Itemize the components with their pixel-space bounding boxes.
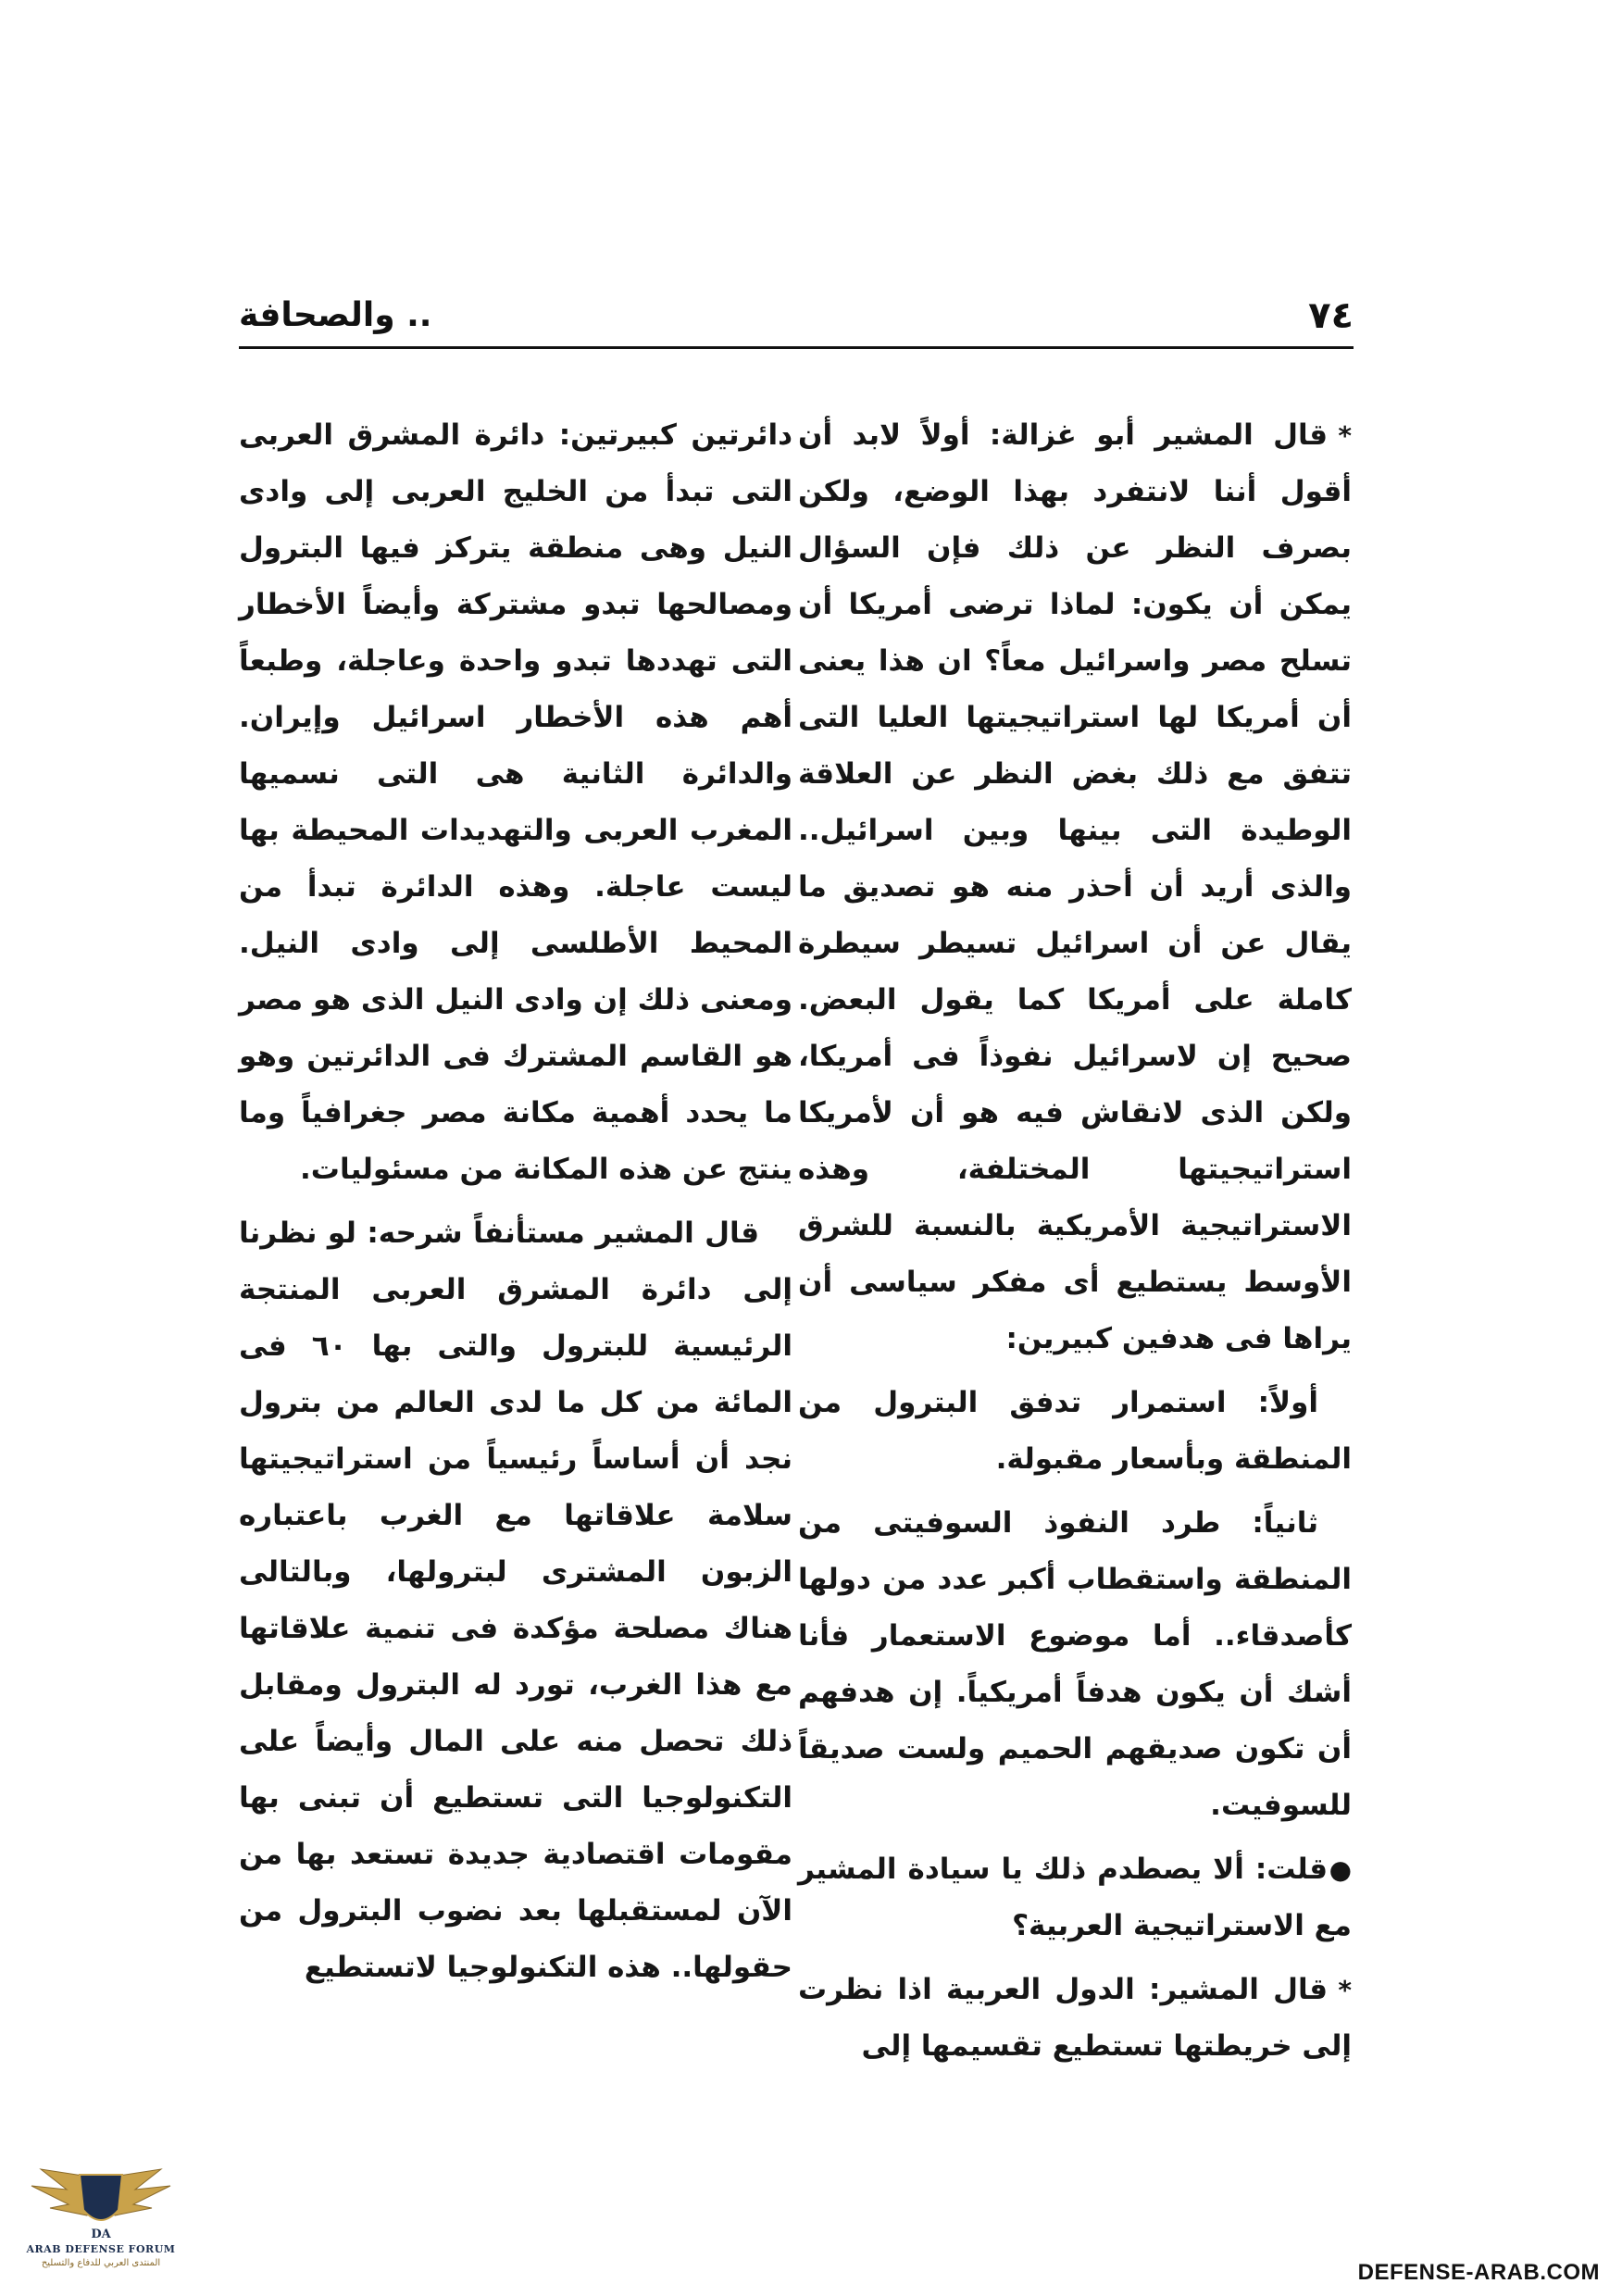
left-column (239, 407, 792, 2003)
eagle-emblem-icon (22, 2162, 180, 2245)
logo-mark: DA (91, 2227, 111, 2241)
paragraph-1 (798, 407, 1352, 1367)
running-title: .. والصحافة (239, 296, 432, 334)
logo-caption-arabic: المنتدى العربي للدفاع والتسليح (41, 2258, 161, 2268)
right-column (798, 407, 1352, 2082)
paragraph-4 (798, 1841, 1352, 1954)
page-number: ٧٤ (1308, 294, 1354, 337)
forum-logo (22, 2162, 180, 2277)
paragraph-text: قال المشير أبو غزالة: أولاً لابد أن أقول أننا لانتفرد بهذا الوضع، ولكن بصرف النظر عن ذلك فإن السؤال يمكن أن يكون: لماذا ترضى أمريكا أن تسلح مصر واسرائيل معاً؟ ان هذا يعنى أن أمريكا لها استراتيجيتها العليا التى تتفق مع ذلك بغض النظر عن العلاقة الوطيدة التى بينها وبين اسرائيل.. والذى أريد أن أحذر منه هو تصديق ما يقال عن أن اسرائيل تسيطر سيطرة كاملة على أمريكا كما يقول البعض. صحيح إن لاسرائيل نفوذاً فى أمريكا، ولكن الذى لانقاش فيه هو أن لأمريكا استراتيجيتها المختلفة، وهذه الاستراتيجية الأمريكية بالنسبة للشرق الأوسط يستطيع أى مفكر سياسى أن يراها فى هدفين كبيرين: (798, 418, 1352, 1355)
page-header (239, 294, 1354, 343)
paragraph-2: أولاً: استمرار تدفق البترول من المنطقة وبأسعار مقبولة. (798, 1386, 1352, 1476)
paragraph-3: ثانياً: طرد النفوذ السوفيتى من المنطقة واستقطاب أكبر عدد من دولها كأصدقاء.. أما موضوع الاستعمار فأنا أشك أن يكون هدفاً أمريكياً. إن هدفهم أن تكون صديقهم الحميم ولست صديقاً للسوفيت. (798, 1506, 1352, 1822)
asterisk-icon: * (1338, 420, 1352, 451)
bullet-icon: ● (1329, 1854, 1352, 1885)
paragraph-text: قال المشير: الدول العربية اذا نظرت إلى خريطتها تستطيع تقسيمها إلى (798, 1973, 1352, 2063)
logo-caption: ARAB DEFENSE FORUM (26, 2243, 176, 2255)
asterisk-icon: * (1338, 1975, 1352, 2005)
site-watermark: DEFENSE-ARAB.COM (1357, 2260, 1600, 2285)
paragraph-6: دائرتين كبيرتين: دائرة المشرق العربى التى تبدأ من الخليج العربى إلى وادى النيل وهى منطقة يتركز فيها البترول ومصالحها تبدو مشتركة وأيضاً الأخطار التى تهددها تبدو واحدة وعاجلة، وطبعاً أهم هذه الأخطار اسرائيل وإيران. والدائرة الثانية هى التى نسميها المغرب العربى والتهديدات المحيطة بها ليست عاجلة. وهذه الدائرة تبدأ من المحيط الأطلسى إلى وادى النيل. ومعنى ذلك إن وادى النيل الذى هو مصر هو القاسم المشترك فى الدائرتين وهو ما يحدد أهمية مكانة مصر جغرافياً وما ينتج عن هذه المكانة من مسئوليات. (239, 418, 792, 1186)
header-rule (239, 346, 1354, 349)
paragraph-7: قال المشير مستأنفاً شرحه: لو نظرنا إلى دائرة المشرق العربى المنتجة الرئيسية للبترول والتى بها ٦٠ فى المائة من كل ما لدى العالم من بترول نجد أن أساساً رئيسياً من استراتيجيتها سلامة علاقاتها مع الغرب باعتباره الزبون المشترى لبترولها، وبالتالى هناك مصلحة مؤكدة فى تنمية علاقاتها مع هذا الغرب، تورد له البترول ومقابل ذلك تحصل منه على المال وأيضاً على التكنولوجيا التى تستطيع أن تبنى بها مقومات اقتصادية جديدة تستعد بها من الآن لمستقبلها بعد نضوب البترول من حقولها.. هذه التكنولوجيا لاتستطيع (239, 1217, 792, 1984)
paragraph-5 (798, 1962, 1352, 2075)
paragraph-text: قلت: ألا يصطدم ذلك يا سيادة المشير مع الاستراتيجية العربية؟ (798, 1853, 1352, 1942)
